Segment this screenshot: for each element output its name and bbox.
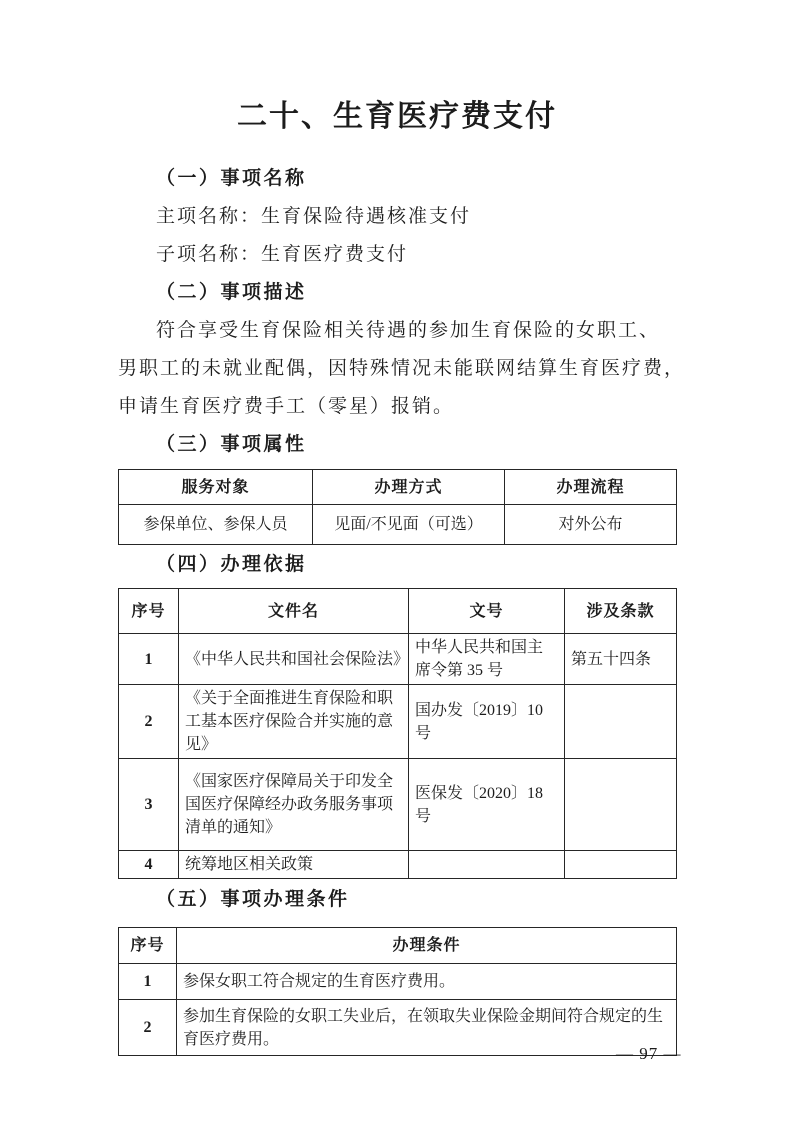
row-index: 2	[119, 685, 179, 759]
row-index: 1	[119, 964, 177, 1000]
related-clause-cell: 第五十四条	[565, 634, 677, 685]
row-index: 3	[119, 759, 179, 851]
column-header: 序号	[119, 928, 177, 964]
conditions-table	[118, 927, 677, 1056]
main-item-name-line: 主项名称：生育保险待遇核准支付	[156, 206, 472, 227]
column-header: 文号	[409, 589, 565, 634]
row-index: 4	[119, 851, 179, 879]
table-row	[119, 759, 677, 851]
table-row	[119, 634, 677, 685]
document-number-cell	[409, 851, 565, 879]
document-name-cell: 《关于全面推进生育保险和职工基本医疗保险合并实施的意见》	[179, 685, 409, 759]
related-clause-cell	[565, 759, 677, 851]
condition-cell: 参保女职工符合规定的生育医疗费用。	[177, 964, 677, 1000]
table-header-row	[119, 589, 677, 634]
column-header: 序号	[119, 589, 179, 634]
handle-process-cell: 对外公布	[505, 505, 677, 545]
column-header: 涉及条款	[565, 589, 677, 634]
column-header: 文件名	[179, 589, 409, 634]
condition-cell: 参加生育保险的女职工失业后，在领取失业保险金期间符合规定的生育医疗费用。	[177, 1000, 677, 1056]
page-number: — 97 —	[616, 1044, 682, 1063]
column-header: 办理流程	[505, 470, 677, 505]
row-index: 2	[119, 1000, 177, 1056]
document-number-cell: 医保发〔2020〕18 号	[409, 759, 565, 851]
section-heading-item-attributes: （三）事项属性	[156, 434, 307, 455]
section-heading-handling-basis: （四）办理依据	[156, 554, 307, 575]
table-header-row	[119, 470, 677, 505]
section-heading-item-description: （二）事项描述	[156, 282, 307, 303]
table-row	[119, 685, 677, 759]
document-number-cell: 中华人民共和国主席令第 35 号	[409, 634, 565, 685]
document-name-cell: 统筹地区相关政策	[179, 851, 409, 879]
attributes-table	[118, 469, 677, 545]
page-title: 二十、生育医疗费支付	[237, 100, 557, 133]
service-target-cell: 参保单位、参保人员	[119, 505, 313, 545]
description-line-1: 符合享受生育保险相关待遇的参加生育保险的女职工、	[156, 320, 661, 341]
column-header: 办理方式	[313, 470, 505, 505]
table-row	[119, 505, 677, 545]
document-name-cell: 《中华人民共和国社会保险法》	[179, 634, 409, 685]
document-name-cell: 《国家医疗保障局关于印发全国医疗保障经办政务服务事项清单的通知》	[179, 759, 409, 851]
handle-mode-cell: 见面/不见面（可选）	[313, 505, 505, 545]
section-heading-item-name: （一）事项名称	[156, 168, 307, 189]
table-header-row	[119, 928, 677, 964]
table-row	[119, 1000, 677, 1056]
description-line-3: 申请生育医疗费手工（零星）报销。	[118, 396, 455, 417]
basis-table	[118, 588, 677, 879]
section-heading-handling-conditions: （五）事项办理条件	[156, 889, 350, 910]
table-row	[119, 964, 677, 1000]
column-header: 服务对象	[119, 470, 313, 505]
sub-item-name-line: 子项名称：生育医疗费支付	[156, 244, 409, 265]
related-clause-cell	[565, 851, 677, 879]
description-line-2: 男职工的未就业配偶，因特殊情况未能联网结算生育医疗费，	[118, 358, 686, 379]
table-row	[119, 851, 677, 879]
document-number-cell: 国办发〔2019〕10 号	[409, 685, 565, 759]
row-index: 1	[119, 634, 179, 685]
column-header: 办理条件	[177, 928, 677, 964]
related-clause-cell	[565, 685, 677, 759]
